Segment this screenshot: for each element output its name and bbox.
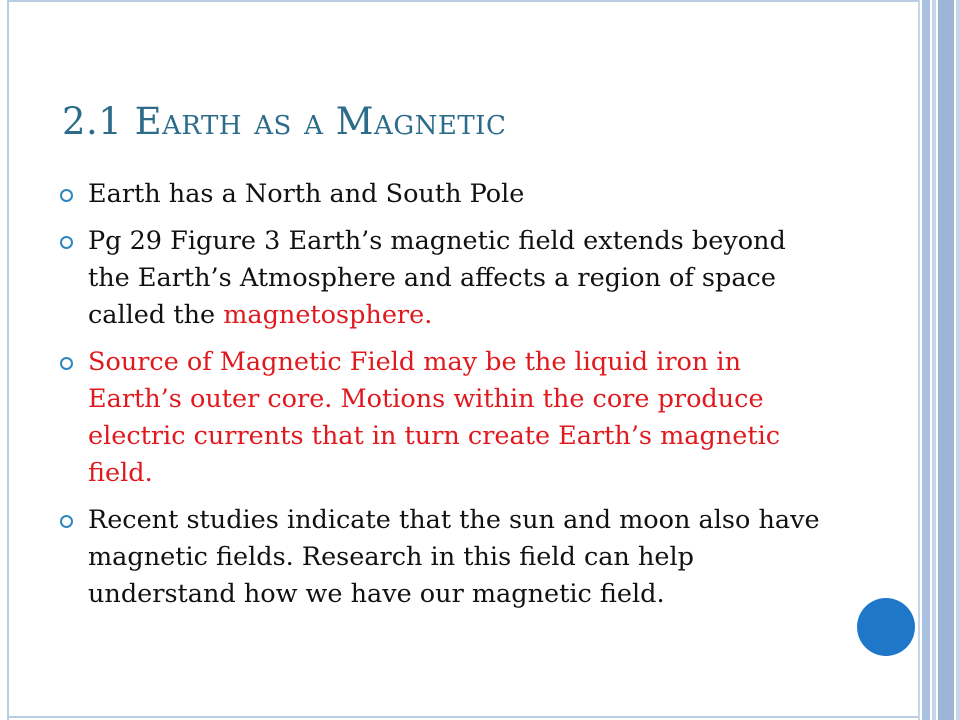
bullet-item (60, 223, 820, 334)
decorative-circle (857, 598, 915, 656)
right-band-5 (956, 0, 960, 720)
frame-top-line (7, 0, 920, 2)
ring-bullet-icon (60, 189, 73, 202)
slide-title: 2.1 Earth as a Magnetic (62, 100, 507, 143)
ring-bullet-icon (60, 236, 73, 249)
right-band-3 (932, 0, 936, 720)
bullet-item (60, 176, 820, 213)
frame-bottom-line (7, 716, 920, 718)
right-band-1 (918, 0, 920, 720)
bullet-item (60, 344, 820, 492)
ring-bullet-icon (60, 357, 73, 370)
bullet-text: Recent studies indicate that the sun and moon also have magnetic fields. Research in this field can help understand how we have our magnetic field. (88, 505, 820, 609)
bullet-highlight: Source of Magnetic Field may be the liquid iron in Earth’s outer core. Motions within the core produce electric currents that in turn create Earth’s magnetic field. (88, 347, 781, 488)
right-band-4 (938, 0, 954, 720)
bullet-item (60, 502, 820, 613)
bullet-list (60, 176, 820, 623)
ring-bullet-icon (60, 515, 73, 528)
frame-left-line (7, 0, 9, 720)
bullet-text: Pg 29 Figure 3 Earth’s magnetic field extends beyond the Earth’s Atmosphere and affects a region of space called the (88, 226, 786, 330)
right-band-2 (922, 0, 930, 720)
bullet-text: Earth has a North and South Pole (88, 179, 525, 209)
bullet-highlight: magnetosphere. (223, 300, 433, 330)
